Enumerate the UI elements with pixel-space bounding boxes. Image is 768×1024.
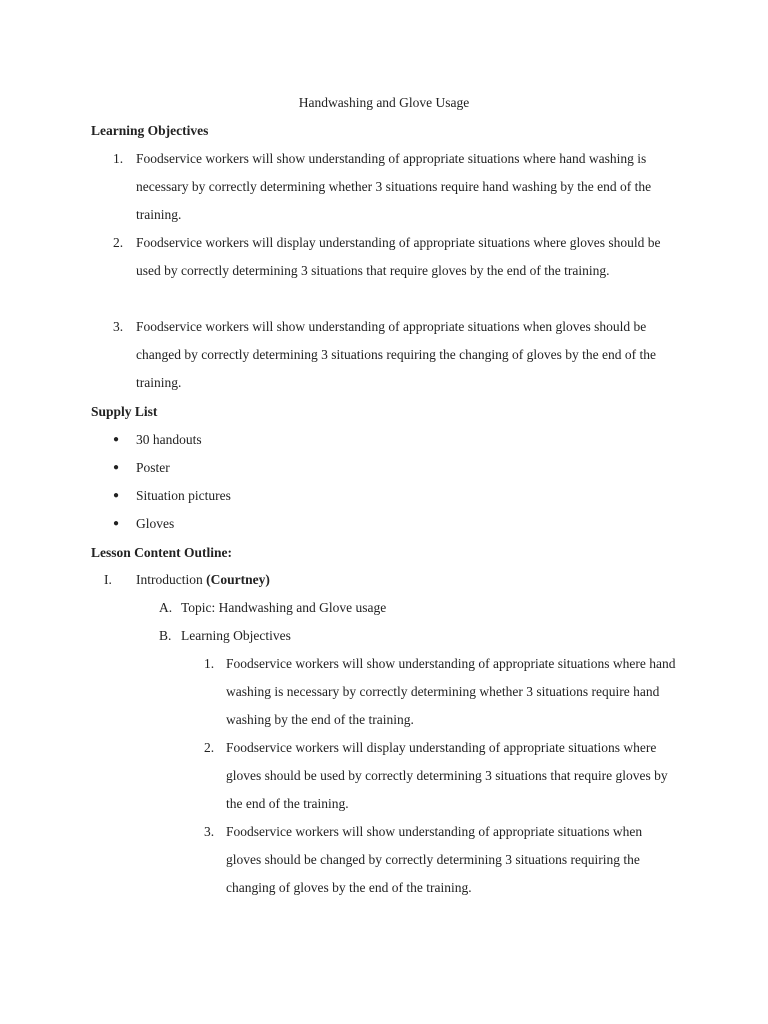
bullet-icon: ● — [113, 490, 120, 501]
supply-list-heading: Supply List — [91, 404, 158, 419]
section-label: Introduction — [136, 572, 207, 587]
list-number: 3. — [113, 319, 124, 334]
lesson-outline-heading: Lesson Content Outline: — [91, 545, 233, 560]
list-number: 1. — [113, 151, 124, 166]
list-number: 3. — [204, 824, 215, 839]
supply-text: Situation pictures — [136, 488, 231, 503]
bullet-icon: ● — [113, 462, 120, 473]
supply-text: Poster — [136, 460, 170, 475]
list-number: 1. — [204, 656, 215, 671]
letter-marker: B. — [159, 628, 172, 643]
objective-text: Foodservice workers will display understanding of appropriate situations where gloves should be used by correctly determining 3 situations that require gloves by the end of the training. — [136, 235, 661, 278]
roman-numeral: I. — [104, 572, 112, 587]
bullet-icon: ● — [113, 434, 120, 445]
topic-text: Topic: Handwashing and Glove usage — [181, 600, 387, 615]
section-title — [136, 566, 270, 594]
objective-text: Foodservice workers will show understanding of appropriate situations when gloves should be changed by correctly determining 3 situations requiring the changing of gloves by the end of the training. — [226, 824, 643, 895]
list-number: 2. — [113, 235, 124, 250]
supply-text: 30 handouts — [136, 432, 202, 447]
objective-text: Foodservice workers will show understanding of appropriate situations when gloves should be changed by correctly determining 3 situations requiring the changing of gloves by the end of the training. — [136, 319, 656, 390]
objective-text: Foodservice workers will display understanding of appropriate situations where gloves should be used by correctly determining 3 situations that require gloves by the end of the training. — [226, 740, 668, 811]
list-number: 2. — [204, 740, 215, 755]
presenter-name: (Courtney) — [206, 572, 270, 587]
objective-text: Foodservice workers will show understanding of appropriate situations where hand washing is necessary by correctly determining whether 3 situations require hand washing by the end of the training. — [136, 151, 652, 222]
letter-marker: A. — [159, 600, 173, 615]
document-title: Handwashing and Glove Usage — [298, 95, 470, 110]
objectives-label: Learning Objectives — [181, 628, 291, 643]
bullet-icon: ● — [113, 518, 120, 529]
supply-text: Gloves — [136, 516, 175, 531]
learning-objectives-heading: Learning Objectives — [91, 123, 209, 138]
objective-text: Foodservice workers will show understanding of appropriate situations where hand washing is necessary by correctly determining whether 3 situations require hand washing by the end of the training. — [226, 656, 676, 727]
